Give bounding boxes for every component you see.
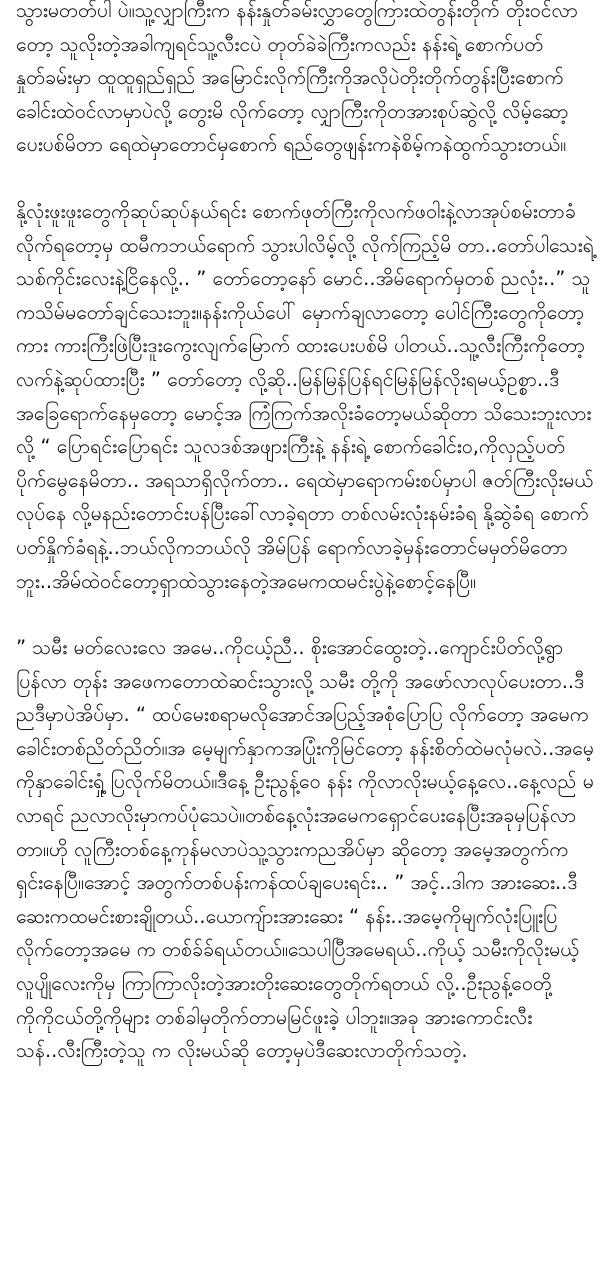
paragraph-1: သွားမတတ်ပါ ပဲ။သူ့လျှာကြီးက နန်းနှုတ်ခမ်းလွှာတွေကြားထဲတွန်းတိုက် တိုးဝင်လာတော့ သူလိုးတဲ့အခါကျရင်သူ့လီးငပဲ တုတ်ခဲခဲကြီးကလည်း နန်းရဲ့ စောက်ပတ်နှုတ်ခမ်းမှာ ထူထူရှည်ရှည် အမြောင်းလိုက်ကြီးကိုအလိုပဲတိုးတိုက်တွန်းပြီးစောက်ခေါင်းထဲဝင်လာမှာပဲလို့ တွေးမိ လိုက်တော့ လျှာကြီးကိုတအားစုပ်ဆွဲလို့ လိမ့်ဆော့ပေးပစ်မိတာ ရေထဲမှာတောင်မှစောက် ရည်တွေဖျန်းကနဲစိမ့်ကနဲထွက်သွားတယ်။	[16, 0, 578, 157]
document-body	[16, 0, 594, 1068]
paragraph-2: နို့လုံးဖူးဖူးတွေကိုဆုပ်ဆုပ်နယ်ရင်း စောက်ဖုတ်ကြီးကိုလက်ဖဝါးနဲ့လာအုပ်စမ်းတာခံလိုက်ရတော့မှ ထမီကဘယ်ရောက် သွားပါလိမ့်လို့ လိုက်ကြည့်မိ တာ..တော်ပါသေးရဲ့ သစ်ကိုင်းလေးနဲ့ငြိနေလို့.. ” တော်တော့နော် မောင်..အိမ်ရောက်မှတစ် ညလုံး..” သူကသိမ်မတော်ချင်သေးဘူး။နန်းကိုယ်ပေါ် မှောက်ချလာတော့ ပေါင်ကြီးတွေကိုတော့ကား ကားကြီးဖြဲပြီးဒူးကွေးလျက်မြောက် ထားပေးပစ်မိ ပါတယ်..သူ့လီးကြီးကိုတော့လက်နဲ့ဆုပ်ထားပြီး ” တော်တော့ လို့ဆို..မြန်မြန်ပြန်ရင်မြန်မြန်လိုးရမယ့်ဥစ္စာ..ဒီ အခြေရောက်နေမှတော့ မောင့်အ ကြံကြက်အလိုးခံတော့မယ်ဆိုတာ သိသေးဘူးလားလို့ “ ပြောရင်းပြောရင်း သူလဒစ်အဖျားကြီးနဲ့ နန်းရဲ့ စောက်ခေါင်းဝ,ကိုလှည့်ပတ်ပိုက်မွေနေမိတာ.. အရသာရှိလိုက်တာ.. ရေထဲမှာရောကမ်းစပ်မှာပါ ဇတ်ကြီးလိုးမယ် လုပ်နေ လို့မနည်းတောင်းပန်ပြီးခေါ်လာခဲ့ရတာ တစ်လမ်းလုံးနမ်းခံရ နို့ဆွဲခံရ စောက်ပတ်နှိုက်ခံရနဲ့..ဘယ်လိုကဘယ်လို အိမ်ပြန် ရောက်လာခဲ့မှန်းတောင်မမှတ်မိတောဘူး..အိမ်ထဲဝင်တော့ရှာထဲသွားနေတဲ့အမေကထမင်းပွဲနဲ့စောင့်နေပြီ။	[16, 199, 594, 593]
paragraph-3: ” သမီး မတ်လေးလေ အမေ..ကိုငယ့်ညီ.. စိုးအောင်ထွေးတဲ့..ကျောင်းပိတ်လို့ရွာပြန်လာ တုန်း အဖေကတောထဲဆင်းသွားလို့ သမီး တို့ကို အဖော်လာလုပ်ပေးတာ..ဒီညဒီမှာပဲအိပ်မှာ. “ ထပ်မေးစရာမလိုအောင်အပြည့်အစုံပြောပြ လိုက်တော့ အမေကခေါင်းတစ်ညိတ်ညိတ်။အ မေ့မျက်နှာကအပြုံးကိုမြင်တော့ နန်းစိတ်ထဲမလုံမလဲ..အမေ့ကိုနှာခေါင်းရှုံ့ ပြလိုက်မိတယ်။ဒီနေ့ ဦးညွန့်ဝေ နန်း ကိုလာလိုးမယ့်နေ့လေ..နေ့လည် မလာရင် ညလာလိုးမှာကပ်ပုံသေပဲ။တစ်နေ့လုံးအမေကရှောင်ပေးနေပြီးအခုမှပြန်လာတာ။ဟို လူကြီးတစ်နေ့ကုန်မလာပဲသူ့သွားကညအိပ်မှာ ဆိုတော့ အမေ့အတွက်ကရှင်းနေပြီ။အောင့် အတွက်တစ်ပန်းကန်ထပ်ချပေးရင်း.. ” အင့်..ဒါက အားဆေး..ဒီဆေးကထမင်းစားချိုတယ်..ယောကျ်ားအားဆေး “ နန်း..အမေ့ကိုမျက်လုံးပြူးပြလိုက်တော့အမေ က တစ်ခ်ခ်ရယ်တယ်။သေပါပြီအမေရယ်..ကိုယ့် သမီးကိုလိုးမယ့်လူပျိုလေးကိုမှ ကြာကြာလိုးတဲ့အားတိုးဆေးတွေတိုက်ရတယ် လို့..ဦးညွန့်ဝေတို့ ကိုကိုငယ်တို့ကိုများ တစ်ခါမှတိုက်တာမမြင်ဖူးခဲ့ ပါဘူး။အခု အားကောင်းလီးသန်..လီးကြီးတဲ့သူ က လိုးမယ်ဆို တော့မှပဲဒီဆေးလာတိုက်သတဲ့.	[16, 636, 594, 1063]
